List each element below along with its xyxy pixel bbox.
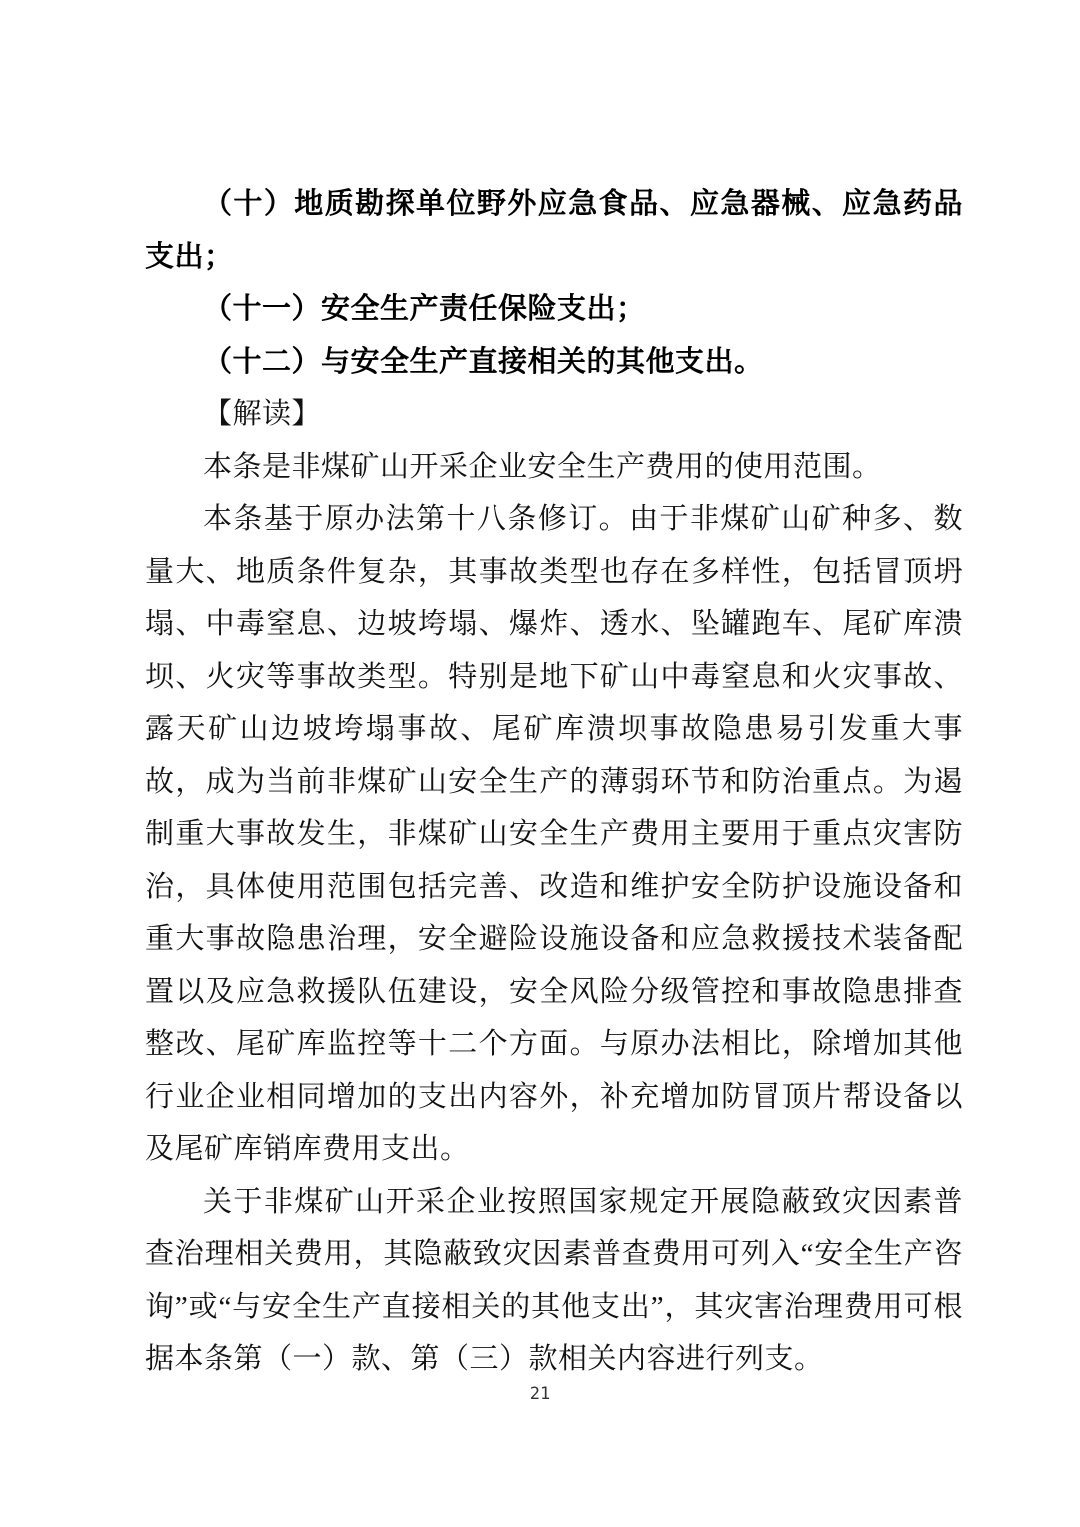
interpretation-paragraph-1: 本条是非煤矿山开采企业安全生产费用的使用范围。 xyxy=(203,450,882,483)
clause-item-eleven: （十一）安全生产责任保险支出； xyxy=(203,293,646,325)
document-body xyxy=(145,178,963,1386)
clause-item-ten: （十）地质勘探单位野外应急食品、应急器械、应急药品支出； xyxy=(145,188,963,273)
clause-item-twelve: （十二）与安全生产直接相关的其他支出。 xyxy=(203,345,764,378)
interpretation-paragraph-2: 本条基于原办法第十八条修订。由于非煤矿山矿种多、数量大、地质条件复杂，其事故类型也存在多样性，包括冒顶坍塌、中毒窒息、边坡垮塌、爆炸、透水、坠罐跑车、尾矿库溃坝、火灾等事故类型。特别是地下矿山中毒窒息和火灾事故、露天矿山边坡垮塌事故、尾矿库溃坝事故隐患易引发重大事故，成为当前非煤矿山安全生产的薄弱环节和防治重点。为遏制重大事故发生，非煤矿山安全生产费用主要用于重点灾害防治，具体使用范围包括完善、改造和维护安全防护设施设备和重大事故隐患治理，安全避险设施设备和应急救援技术装备配置以及应急救援队伍建设，安全风险分级管控和事故隐患排查整改、尾矿库监控等十二个方面。与原办法相比，除增加其他行业企业相同增加的支出内容外，补充增加防冒顶片帮设备以及尾矿库销库费用支出。 xyxy=(145,503,963,1165)
interpretation-paragraph-3: 关于非煤矿山开采企业按照国家规定开展隐蔽致灾因素普查治理相关费用，其隐蔽致灾因素普查费用可列入“安全生产咨询”或“与安全生产直接相关的其他支出”，其灾害治理费用可根据本条第（一）款、第（三）款相关内容进行列支。 xyxy=(145,1185,963,1375)
page-number: 21 xyxy=(529,1384,551,1404)
interpretation-marker: 【解读】 xyxy=(203,398,322,430)
